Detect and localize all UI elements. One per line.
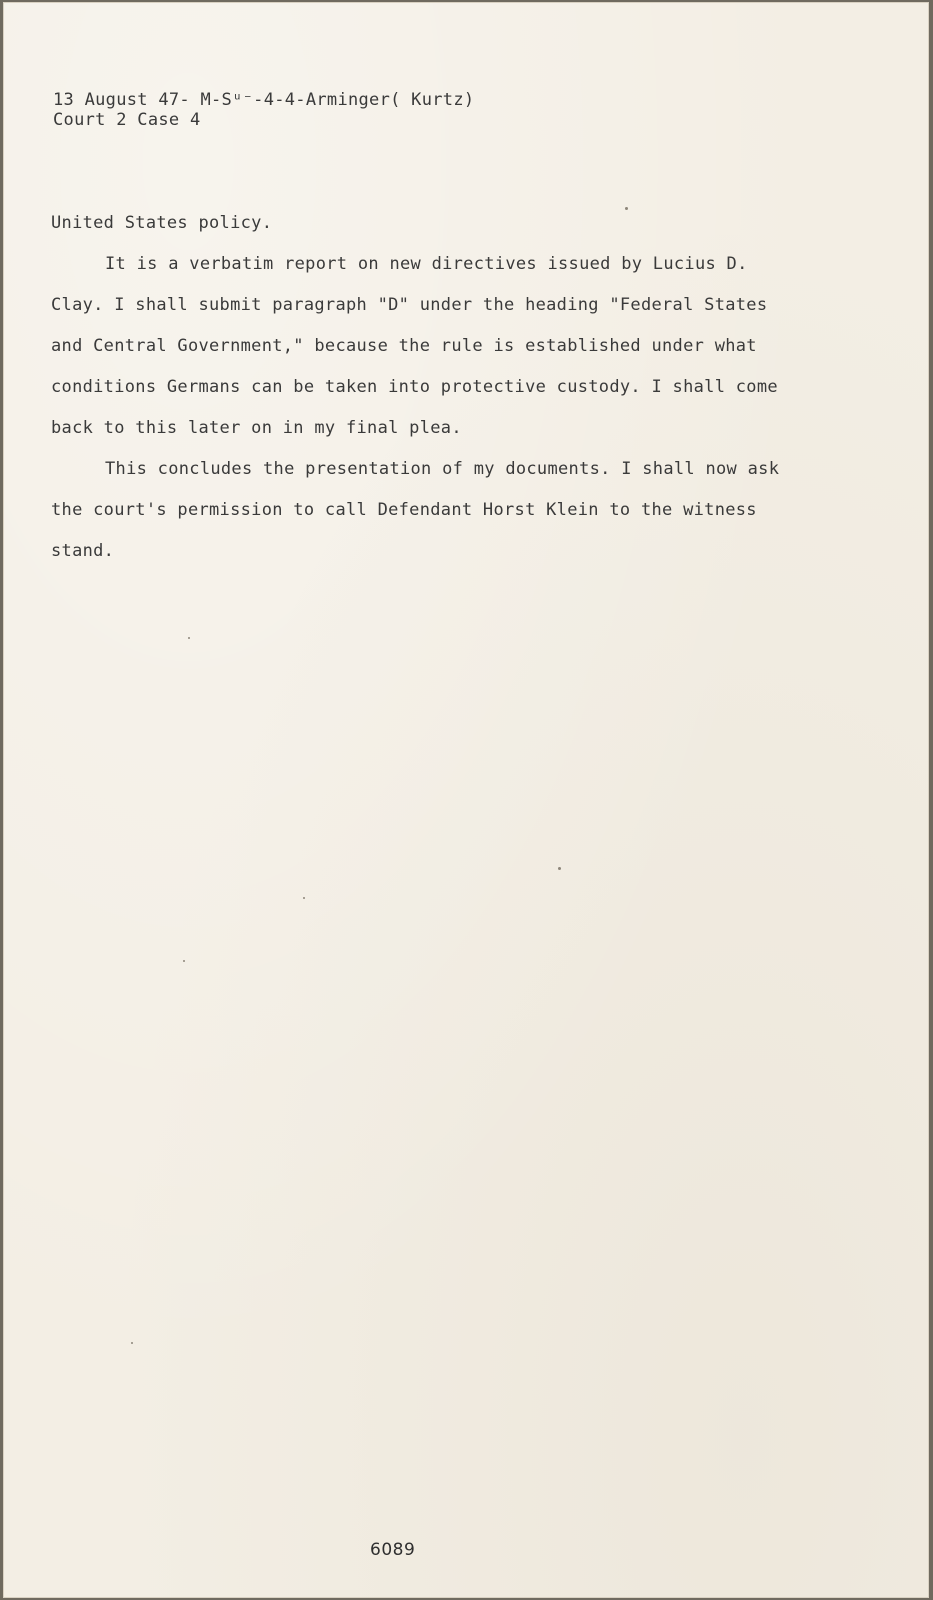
- transcript-line: back to this later on in my final plea.: [51, 418, 462, 438]
- paper-speck: [558, 867, 561, 870]
- paper-speck: [625, 207, 628, 210]
- transcript-line: This concludes the presentation of my documents. I shall now ask: [105, 459, 780, 479]
- transcript-line: the court's permission to call Defendant Horst Klein to the witness: [51, 500, 757, 520]
- paper-speck: [188, 637, 190, 639]
- header-date-reference: 13 August 47- M-Sᵘ⁻-4-4-Arminger( Kurtz): [53, 90, 475, 110]
- transcript-line: and Central Government," because the rule is established under what: [51, 336, 757, 356]
- transcript-line: It is a verbatim report on new directives issued by Lucius D.: [105, 254, 748, 274]
- transcript-line: United States policy.: [51, 213, 273, 233]
- header-court-case: Court 2 Case 4: [53, 110, 201, 130]
- document-page: [3, 2, 929, 1598]
- paper-speck: [303, 897, 305, 899]
- paper-speck: [183, 960, 185, 962]
- transcript-body: [51, 209, 901, 578]
- transcript-line: stand.: [51, 541, 115, 561]
- document-header: [53, 90, 474, 130]
- paper-speck: [131, 1342, 133, 1344]
- transcript-line: conditions Germans can be taken into protective custody. I shall come: [51, 377, 778, 397]
- page-number: 6089: [370, 1540, 416, 1560]
- transcript-line: Clay. I shall submit paragraph "D" under the heading "Federal States: [51, 295, 768, 315]
